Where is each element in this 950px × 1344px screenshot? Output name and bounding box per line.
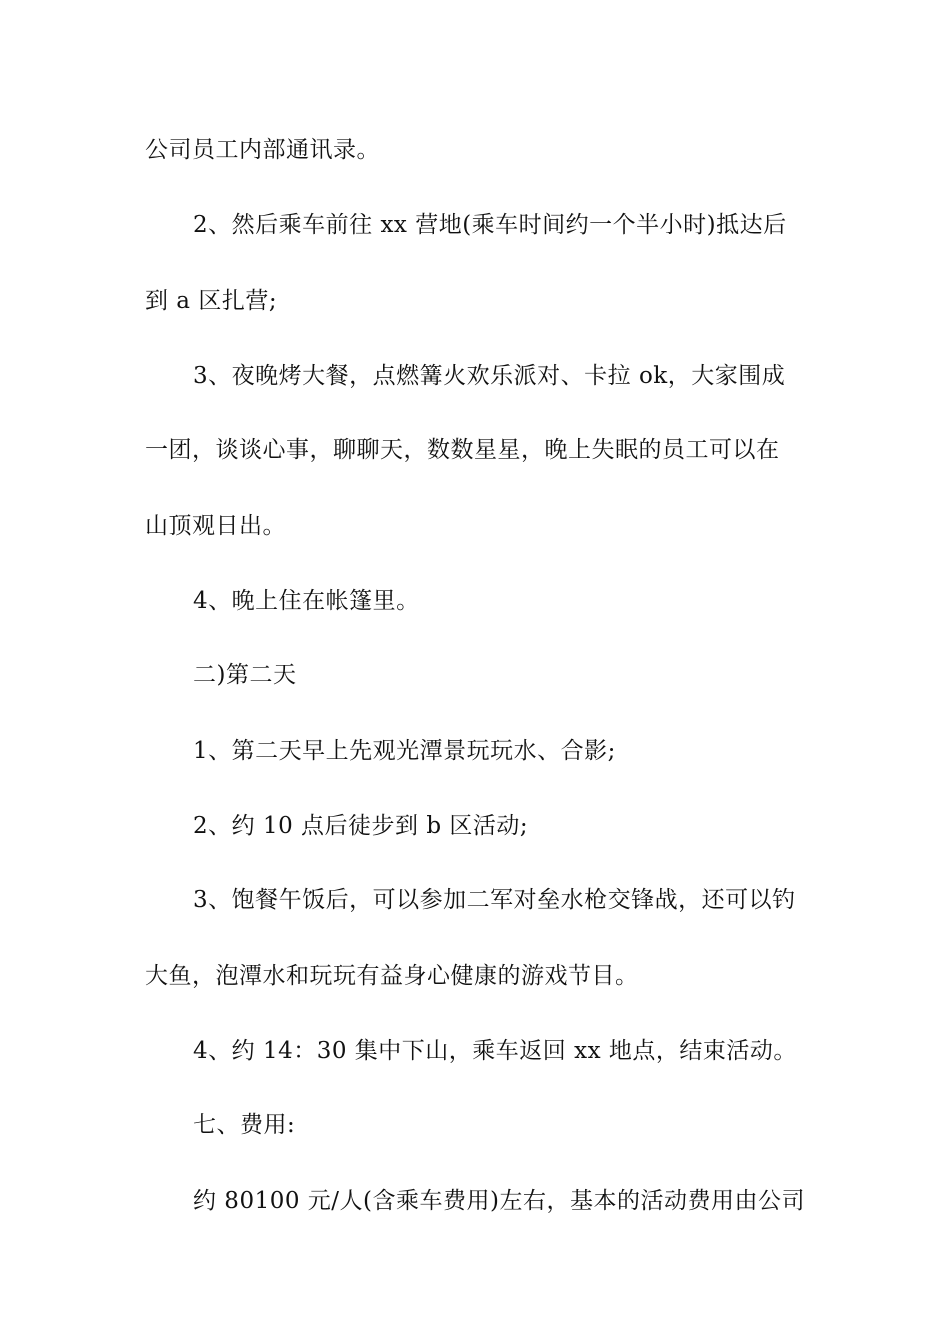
text-line: 3、饱餐午饭后，可以参加二军对垒水枪交锋战，还可以钓 bbox=[193, 887, 796, 913]
section-heading: 七、费用: bbox=[193, 1112, 296, 1138]
text-line: 2、约 10 点后徒步到 b 区活动; bbox=[193, 813, 529, 839]
text-line: 到 a 区扎营; bbox=[145, 288, 278, 314]
text-line: 2、然后乘车前往 xx 营地(乘车时间约一个半小时)抵达后 bbox=[193, 212, 787, 238]
section-heading: 二)第二天 bbox=[193, 662, 297, 688]
text-line: 公司员工内部通讯录。 bbox=[145, 137, 380, 163]
text-line: 约 80100 元/人(含乘车费用)左右，基本的活动费用由公司 bbox=[193, 1188, 805, 1214]
text-line: 大鱼，泡潭水和玩玩有益身心健康的游戏节目。 bbox=[145, 963, 639, 989]
text-line: 3、夜晚烤大餐，点燃篝火欢乐派对、卡拉 ok，大家围成 bbox=[193, 363, 786, 389]
text-line: 山顶观日出。 bbox=[145, 513, 286, 539]
text-line: 1、第二天早上先观光潭景玩玩水、合影; bbox=[193, 738, 616, 764]
text-line: 4、晚上住在帐篷里。 bbox=[193, 588, 420, 614]
text-line: 一团，谈谈心事，聊聊天，数数星星，晚上失眠的员工可以在 bbox=[145, 437, 780, 463]
text-line: 4、约 14：30 集中下山，乘车返回 xx 地点，结束活动。 bbox=[193, 1038, 797, 1064]
